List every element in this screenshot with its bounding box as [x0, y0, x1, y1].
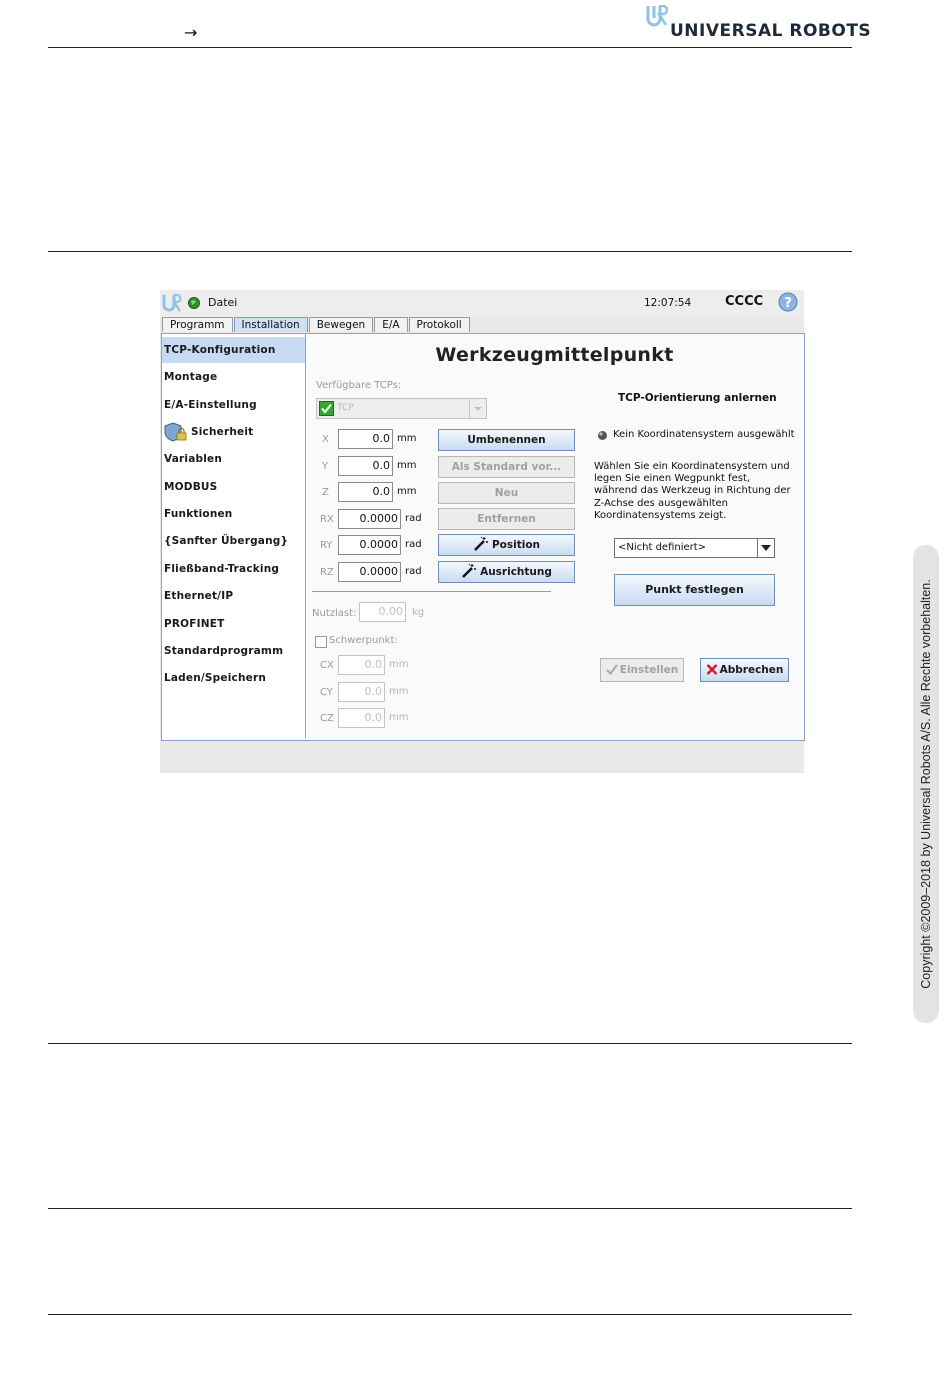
- sidebar-item-variablen[interactable]: Variablen: [164, 453, 223, 465]
- tcp-active-check-icon: [319, 401, 334, 416]
- tcp-content: [306, 334, 803, 738]
- cancel-button[interactable]: [700, 658, 789, 682]
- position-button-label: Position: [491, 539, 541, 551]
- sidebar-item-laden-speichern[interactable]: Laden/Speichern: [164, 672, 266, 684]
- ry-unit: rad: [405, 539, 422, 550]
- cz-field[interactable]: 0.0: [338, 708, 385, 728]
- logo-text: UNIVERSAL ROBOTS: [670, 21, 872, 41]
- set-default-button[interactable]: Als Standard vor...: [438, 456, 575, 478]
- remove-tcp-button[interactable]: Entfernen: [438, 508, 575, 530]
- sidebar-item-sanfter-uebergang[interactable]: {Sanfter Übergang}: [164, 535, 289, 547]
- frame-select[interactable]: [614, 538, 775, 558]
- x-unit: mm: [397, 433, 417, 444]
- tcp-select-value: TCP: [337, 403, 354, 413]
- z-label: Z: [322, 487, 329, 498]
- section-divider: [312, 591, 551, 592]
- arrow-glyph: →: [184, 23, 198, 42]
- ry-field[interactable]: 0.0000: [338, 535, 401, 555]
- top-bar: [160, 290, 804, 317]
- cz-unit: mm: [389, 712, 409, 723]
- ur-logo-icon: [162, 293, 182, 313]
- teach-status: Kein Koordinatensystem ausgewählt: [613, 429, 795, 440]
- orientation-button-label: Ausrichtung: [480, 566, 552, 578]
- instruction-line: Z-Achse des ausgewählten: [594, 497, 729, 509]
- tab-protokoll[interactable]: Protokoll: [409, 317, 470, 332]
- divider-line: [48, 1043, 852, 1044]
- cog-label: Schwerpunkt:: [329, 635, 398, 646]
- ur-logo-mark-icon: [646, 5, 668, 27]
- tab-installation[interactable]: Installation: [234, 317, 308, 332]
- cx-label: CX: [320, 660, 334, 671]
- shield-lock-icon: [164, 422, 188, 442]
- cx-unit: mm: [389, 659, 409, 670]
- tab-programm[interactable]: Programm: [162, 317, 233, 332]
- sidebar-item-ethernet-ip[interactable]: Ethernet/IP: [164, 590, 234, 602]
- installation-sidebar: [162, 334, 306, 738]
- page-title: Werkzeugmittelpunkt: [435, 344, 674, 366]
- cx-field[interactable]: 0.0: [338, 655, 385, 675]
- sidebar-item-tcp-konfiguration[interactable]: TCP-Konfiguration: [162, 337, 305, 363]
- polyscope-screen: [160, 290, 804, 773]
- teach-heading: TCP-Orientierung anlernen: [618, 392, 777, 404]
- sidebar-item-funktionen[interactable]: Funktionen: [164, 508, 233, 520]
- instruction-line: legen Sie einen Wegpunkt fest,: [594, 473, 751, 485]
- check-icon: [606, 664, 618, 675]
- frame-select-value: <Nicht definiert>: [618, 542, 707, 553]
- teach-instructions: [594, 461, 799, 522]
- payload-unit: kg: [412, 607, 425, 618]
- installation-panel: [161, 333, 805, 741]
- cy-label: CY: [320, 687, 333, 698]
- rename-button[interactable]: Umbenennen: [438, 429, 575, 451]
- rz-label: RZ: [320, 567, 334, 578]
- ry-label: RY: [320, 540, 333, 551]
- cy-unit: mm: [389, 686, 409, 697]
- sidebar-item-montage[interactable]: Montage: [164, 371, 218, 383]
- x-field[interactable]: 0.0: [338, 429, 393, 449]
- magic-wand-icon: [461, 563, 477, 578]
- new-tcp-button[interactable]: Neu: [438, 482, 575, 504]
- svg-text:?: ?: [784, 296, 792, 311]
- clock-display: 12:07:54: [644, 297, 692, 309]
- frame-status-dot-icon: [597, 430, 608, 441]
- sidebar-item-ea-einstellung[interactable]: E/A-Einstellung: [164, 399, 257, 411]
- z-unit: mm: [397, 486, 417, 497]
- apply-button[interactable]: [600, 658, 684, 682]
- rx-field[interactable]: 0.0000: [338, 509, 401, 529]
- payload-field[interactable]: 0.00: [359, 602, 406, 622]
- z-field[interactable]: 0.0: [338, 482, 393, 502]
- available-tcps-label: Verfügbare TCPs:: [316, 380, 402, 391]
- chevron-down-icon: [469, 399, 486, 418]
- globe-status-icon: [188, 297, 200, 309]
- help-icon[interactable]: [778, 292, 798, 312]
- sidebar-item-fliessband-tracking[interactable]: Fließband-Tracking: [164, 563, 280, 575]
- copyright-notice: [913, 545, 939, 1023]
- universal-robots-logo: [644, 5, 872, 43]
- copyright-text: Copyright ©2009–2018 by Universal Robots A/S. Alle Rechte vorbehalten.: [919, 579, 933, 989]
- sidebar-item-modbus[interactable]: MODBUS: [164, 481, 218, 493]
- y-label: Y: [322, 461, 329, 472]
- close-icon: [706, 664, 718, 675]
- main-tabs: [162, 317, 471, 333]
- divider-line: [48, 1314, 852, 1315]
- instruction-line: Wählen Sie ein Koordinatensystem und: [594, 461, 790, 472]
- sidebar-item-standardprogramm[interactable]: Standardprogramm: [164, 645, 284, 657]
- divider-line: [48, 47, 852, 48]
- rz-unit: rad: [405, 566, 422, 577]
- chevron-down-icon: [757, 539, 774, 557]
- magic-wand-icon: [473, 536, 489, 551]
- payload-label: Nutzlast:: [312, 608, 357, 619]
- cog-checkbox[interactable]: [315, 636, 327, 648]
- instruction-line: während das Werkzeug in Richtung der: [594, 485, 791, 497]
- x-label: X: [322, 434, 329, 445]
- apply-button-label: Einstellen: [619, 664, 679, 676]
- cz-label: CZ: [320, 713, 334, 724]
- orientation-button[interactable]: [438, 561, 575, 583]
- tab-bewegen[interactable]: Bewegen: [309, 317, 374, 332]
- tcp-select[interactable]: [316, 398, 487, 419]
- sidebar-item-profinet[interactable]: PROFINET: [164, 618, 225, 630]
- cy-field[interactable]: 0.0: [338, 682, 385, 702]
- instruction-line: Koordinatensystems zeigt.: [594, 509, 727, 521]
- robot-name: CCCC: [725, 294, 764, 309]
- file-menu[interactable]: Datei: [208, 296, 238, 309]
- rx-label: RX: [320, 514, 334, 525]
- divider-line: [48, 251, 852, 252]
- position-button[interactable]: [438, 534, 575, 556]
- sidebar-item-sicherheit[interactable]: [162, 419, 305, 445]
- y-field[interactable]: 0.0: [338, 456, 393, 476]
- cancel-button-label: Abbrechen: [719, 664, 784, 676]
- tab-ea[interactable]: E/A: [374, 317, 407, 332]
- y-unit: mm: [397, 460, 417, 471]
- rx-unit: rad: [405, 513, 422, 524]
- set-point-button[interactable]: Punkt festlegen: [614, 574, 775, 606]
- divider-line: [48, 1208, 852, 1209]
- rz-field[interactable]: 0.0000: [338, 562, 401, 582]
- sidebar-item-label: Sicherheit: [191, 426, 254, 438]
